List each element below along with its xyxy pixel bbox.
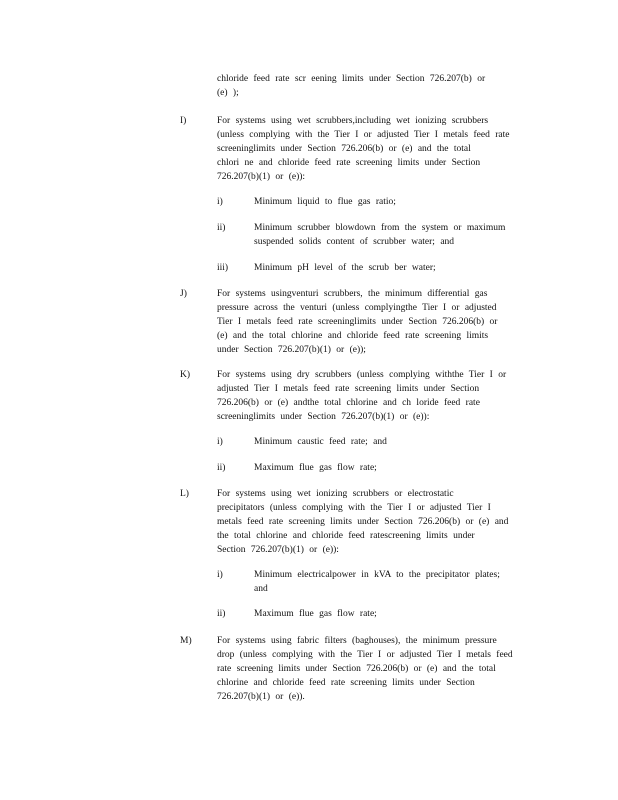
sub-item-marker: i) [217, 570, 223, 580]
item-paragraph [217, 287, 547, 357]
item-paragraph [217, 368, 547, 424]
sub-item-marker: i) [217, 197, 223, 207]
text-line: (unless complying with the Tier I or adjusted Tier I metals feed rate [217, 130, 510, 140]
text-line: Minimum electricalpower in kVA to the precipitator plates; [254, 570, 500, 580]
sub-item-text [254, 195, 546, 209]
sub-item-marker: i) [217, 437, 223, 447]
text-line: chlorine and chloride feed rate screening limits under Section [217, 678, 475, 688]
text-line: chlori ne and chloride feed rate screening limits under Section [217, 158, 481, 168]
text-line: rate screening limits under Section 726.206(b) or (e) and the total [217, 664, 496, 674]
sub-item-text [254, 221, 546, 249]
sub-item-text [254, 261, 546, 275]
text-line: Minimum liquid to flue gas ratio; [254, 197, 396, 207]
continuation-paragraph [217, 72, 547, 100]
item-marker: I) [180, 116, 187, 126]
text-line: chloride feed rate scr eening limits under Section 726.207(b) or [217, 74, 486, 84]
sub-item-marker: ii) [217, 223, 226, 233]
sub-item-marker: ii) [217, 463, 226, 473]
text-line: Minimum pH level of the scrub ber water; [254, 263, 436, 273]
item-marker: K) [180, 370, 191, 380]
sub-item-marker: ii) [217, 609, 226, 619]
item-marker: M) [180, 636, 192, 646]
text-line: and [254, 584, 268, 594]
text-line: Section 726.207(b)(1) or (e)): [217, 545, 339, 555]
text-line: 726.206(b) or (e) andthe total chlorine and ch loride feed rate [217, 398, 480, 408]
text-line: pressure across the venturi (unless complyingthe Tier I or adjusted [217, 303, 497, 313]
text-line: (e) and the total chlorine and chloride feed rate screening limits [217, 331, 489, 341]
item-paragraph [217, 114, 547, 184]
sub-item-text [254, 568, 546, 596]
text-line: For systems usingventuri scrubbers, the minimum differential gas [217, 289, 488, 299]
text-line: adjusted Tier I metals feed rate screening limits under Section [217, 384, 480, 394]
text-line: drop (unless complying with the Tier I or adjusted Tier I metals feed [217, 650, 513, 660]
text-line: (e) ); [217, 88, 239, 98]
sub-item-text [254, 461, 546, 475]
text-line: Minimum scrubber blowdown from the system or maximum [254, 223, 506, 233]
text-line: screeninglimits under Section 726.207(b)(1) or (e)): [217, 412, 430, 422]
text-line: under Section 726.207(b)(1) or (e)); [217, 345, 366, 355]
item-paragraph [217, 487, 547, 557]
text-line: Maximum flue gas flow rate; [254, 463, 377, 473]
text-line: the total chlorine and chloride feed ratescreening limits under [217, 531, 475, 541]
text-line: Maximum flue gas flow rate; [254, 609, 377, 619]
sub-item-text [254, 435, 546, 449]
text-line: Tier I metals feed rate screeninglimits under Section 726.206(b) or [217, 317, 498, 327]
text-line: 726.207(b)(1) or (e)): [217, 172, 306, 182]
item-marker: J) [180, 289, 187, 299]
text-line: For systems using dry scrubbers (unless complying withthe Tier I or [217, 370, 507, 380]
text-line: 726.207(b)(1) or (e)). [217, 692, 305, 702]
sub-item-marker: iii) [217, 263, 229, 273]
sub-item-text [254, 607, 546, 621]
text-line: For systems using fabric filters (baghouses), the minimum pressure [217, 636, 497, 646]
text-line: For systems using wet scrubbers,including wet ionizing scrubbers [217, 116, 489, 126]
text-line: screeninglimits under Section 726.206(b) or (e) and the total [217, 144, 471, 154]
text-line: suspended solids content of scrubber water; and [254, 237, 455, 247]
text-line: For systems using wet ionizing scrubbers or electrostatic [217, 489, 454, 499]
text-line: metals feed rate screening limits under Section 726.206(b) or (e) and [217, 517, 509, 527]
item-paragraph [217, 634, 547, 704]
item-marker: L) [180, 489, 189, 499]
text-line: precipitators (unless complying with the Tier I or adjusted Tier I [217, 503, 491, 513]
text-line: Minimum caustic feed rate; and [254, 437, 387, 447]
